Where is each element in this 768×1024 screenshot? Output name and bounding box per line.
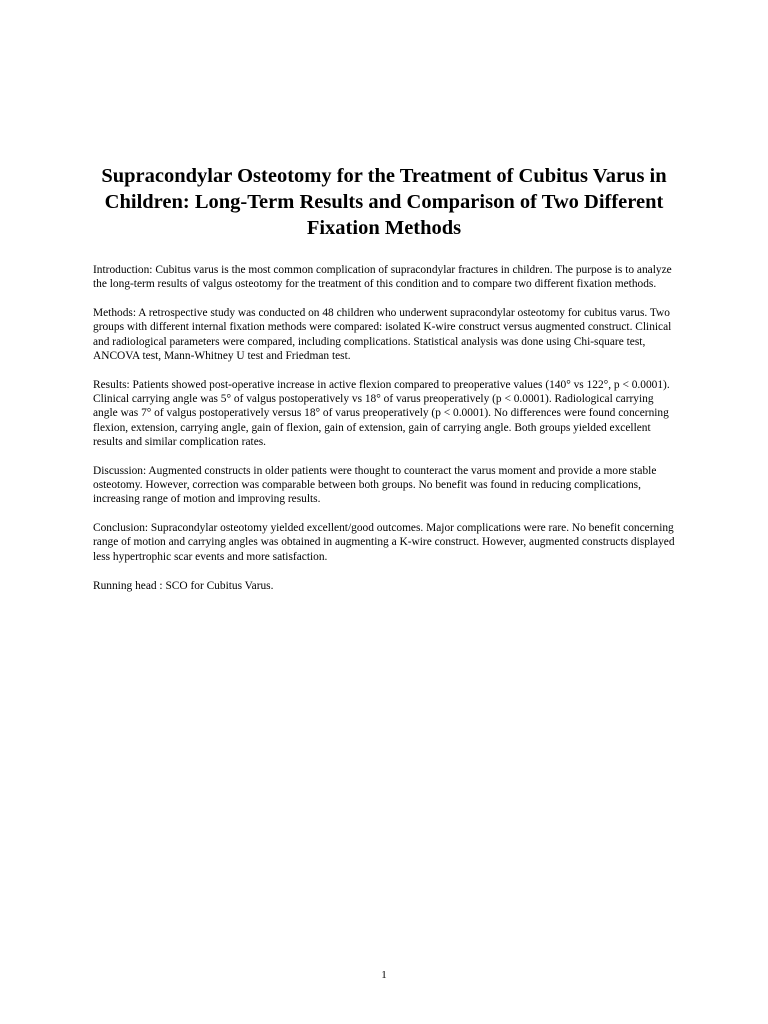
paper-title: Supracondylar Osteotomy for the Treatment of Cubitus Varus in Children: Long-Term Results and Comparison of Two Different Fixation Methods	[101, 165, 667, 239]
abstract-section	[93, 263, 678, 607]
running-head: Running head : SCO for Cubitus Varus.	[93, 579, 274, 592]
methods-paragraph: Methods: A retrospective study was conducted on 48 children who underwent supracondylar osteotomy for cubitus varus. Two groups with different internal fixation methods were compared: isolated K-wire construct versus augmented construct. Clinical and radiological parameters were compared, including complications. Statistical analysis was done using Chi-square test, ANCOVA test, Mann-Whitney U test and Friedman test.	[93, 307, 672, 362]
conclusion-paragraph: Conclusion: Supracondylar osteotomy yielded excellent/good outcomes. Major complications were rare. No benefit concerning range of motion and carrying angles was obtained in augmenting a K-wire construct. However, augmented constructs displayed less hypertrophic scar events and more satisfaction.	[93, 522, 675, 563]
results-paragraph: Results: Patients showed post-operative increase in active flexion compared to preoperative values (140° vs 122°, p < 0.0001). Clinical carrying angle was 5° of valgus postoperatively vs 18° of varus preoperatively (p < 0.0001). Radiological carrying angle was 7° of valgus postoperatively versus 18° of varus preoperatively (p < 0.0001). No differences were found concerning flexion, extension, carrying angle, gain of flexion, gain of extension, gain of carrying angle. Both groups yielded excellent results and similar complication rates.	[93, 378, 670, 448]
discussion-paragraph: Discussion: Augmented constructs in older patients were thought to counteract the varus moment and provide a more stable osteotomy. However, correction was comparable between both groups. No benefit was found in reducing complications, increasing range of motion and improving results.	[93, 464, 657, 506]
introduction-paragraph: Introduction: Cubitus varus is the most common complication of supracondylar fractures in children. The purpose is to analyze the long-term results of valgus osteotomy for the treatment of this condition and to compare two different fixation methods.	[93, 264, 672, 291]
page-number: 1	[381, 969, 387, 981]
